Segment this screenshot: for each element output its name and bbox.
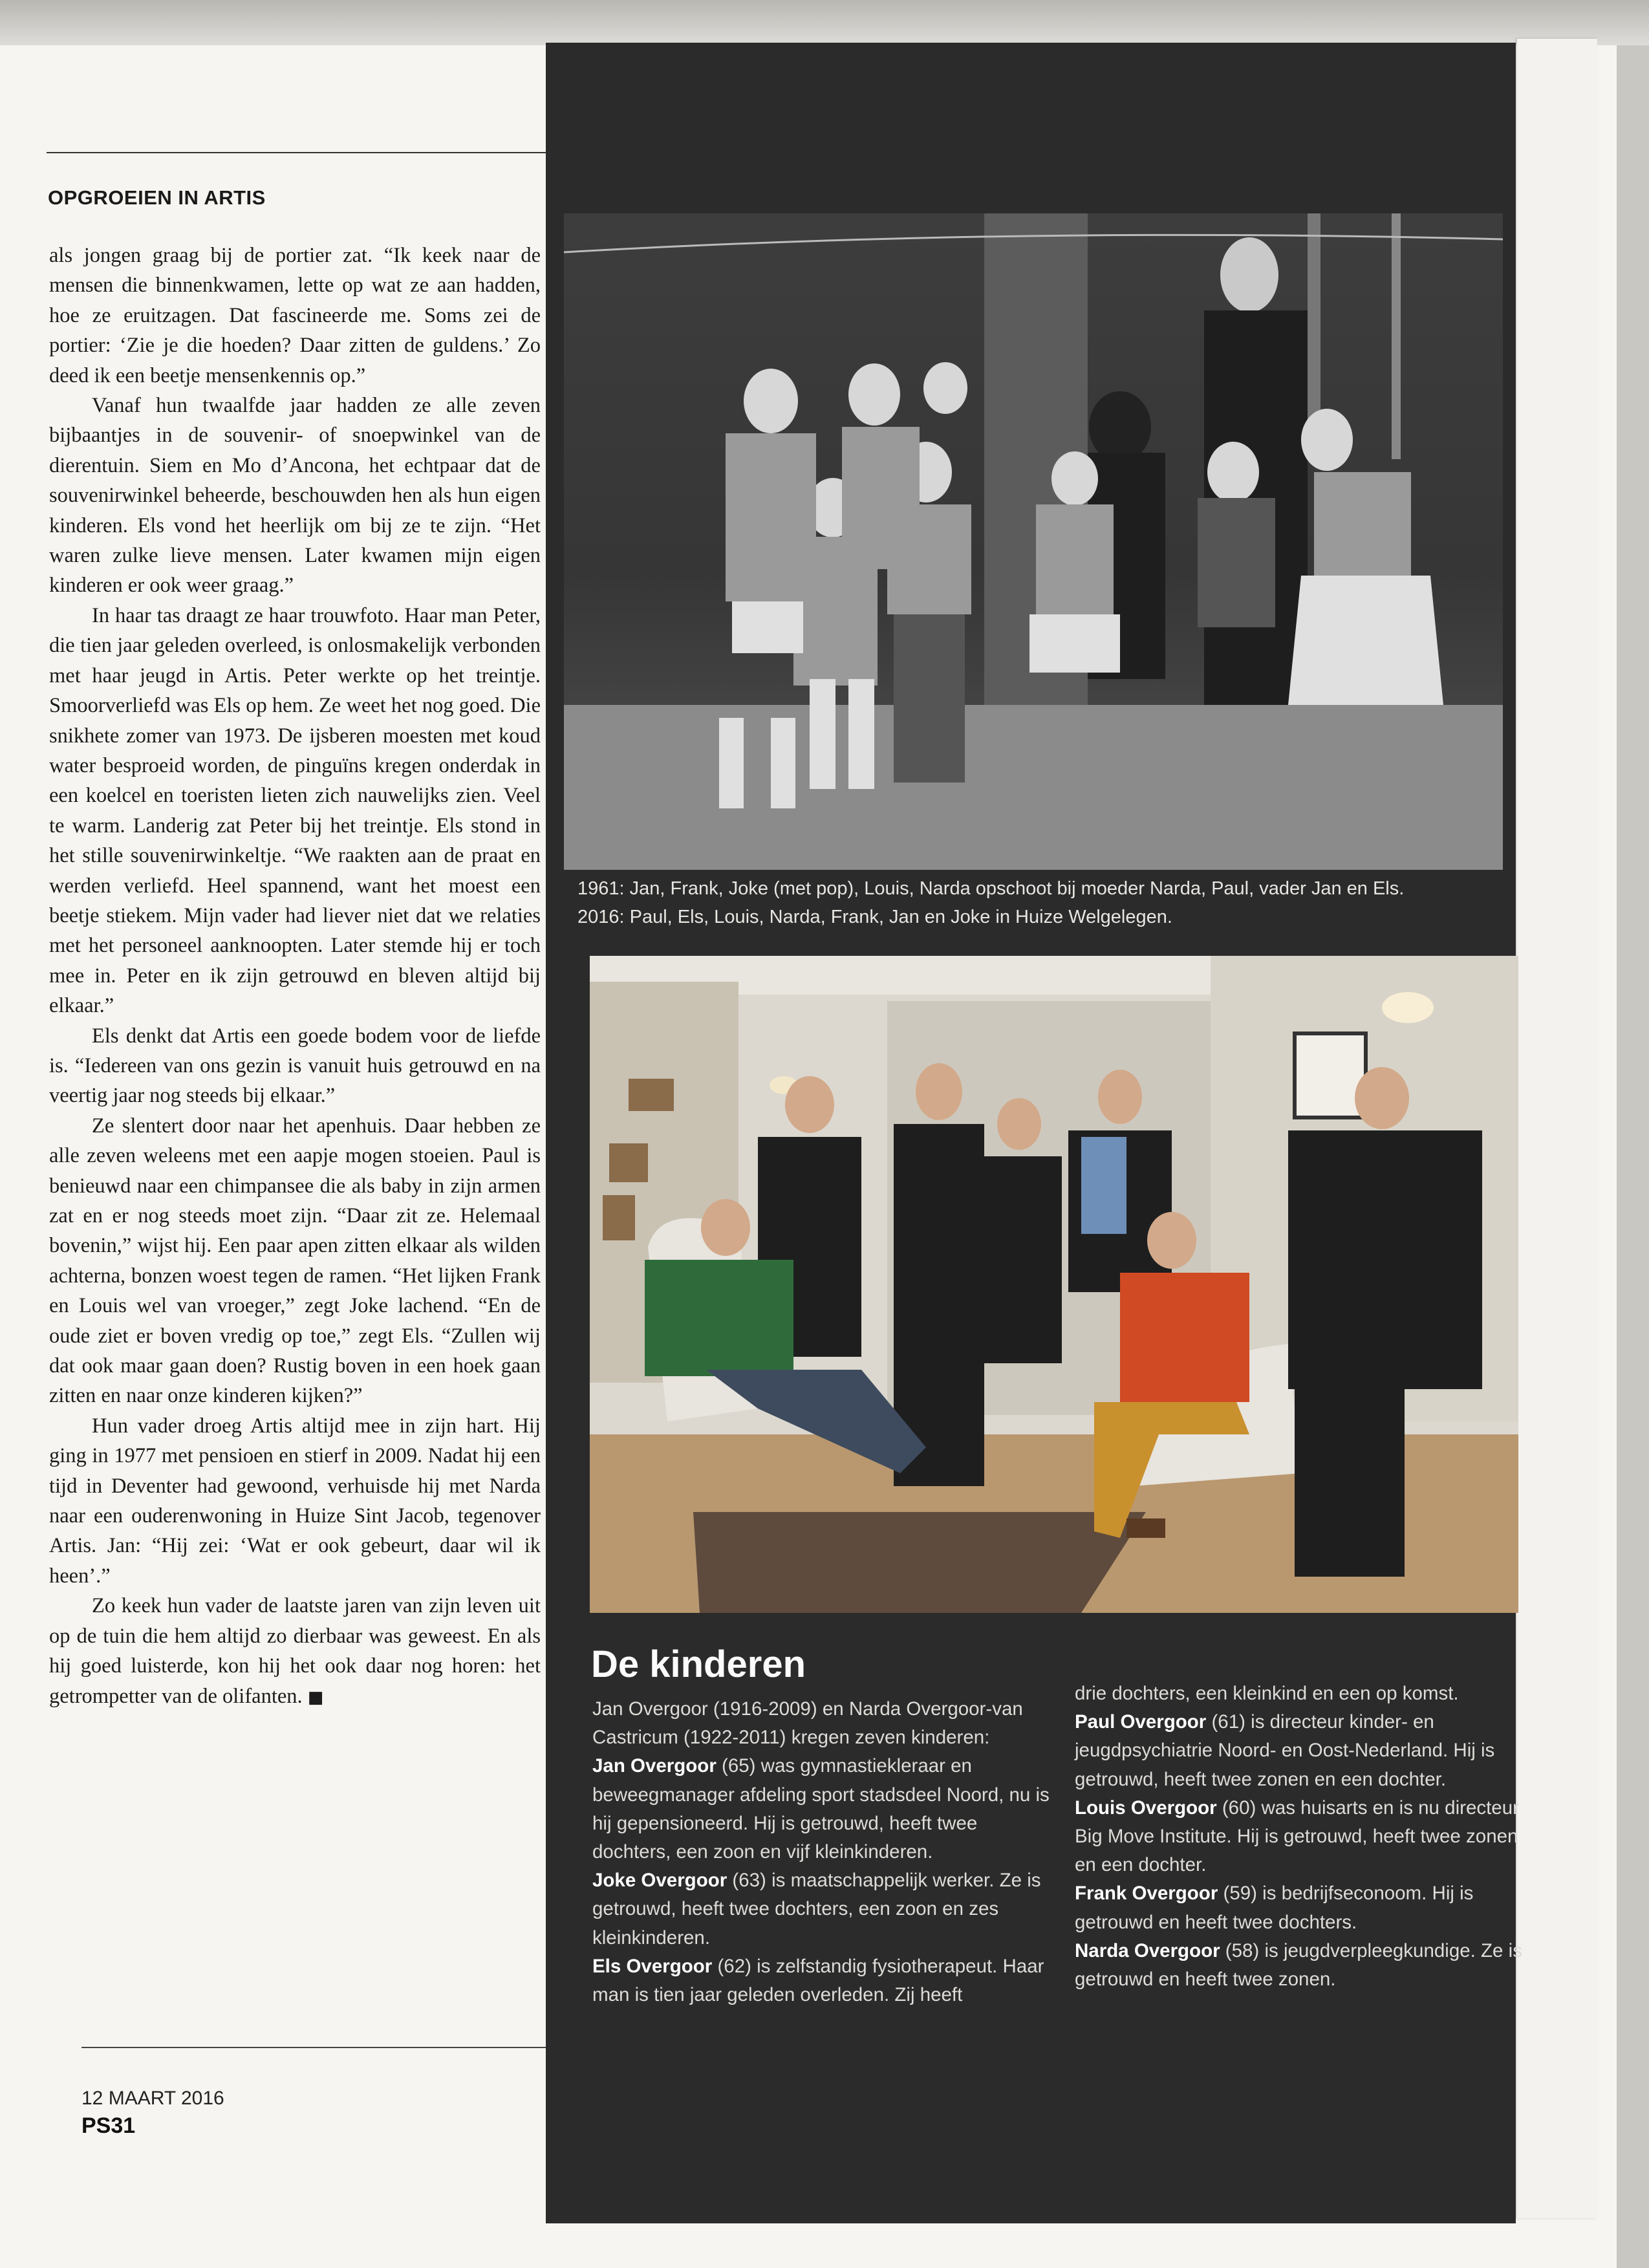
- sidebar-entry: [1075, 1708, 1529, 1794]
- sidebar-entry: [592, 1752, 1050, 1866]
- entry-text: (61) is directeur kinder- en jeugdpsychiatrie Noord- en Oost-Nederland. Hij is getrouwd, heeft twee zonen en een dochter.: [1075, 1711, 1495, 1790]
- sidebar-column-left: [592, 1695, 1050, 2009]
- article-paragraph: Ze slentert door naar het apenhuis. Daar hebben ze alle zeven weleens met een aapje mogen stoeien. Paul is benieuwd naar een chimpansee die als baby in zijn armen zat en er nog steeds moet zijn. “Daar zit ze. Helemaal bovenin,” wijst hij. Een paar apen zitten elkaar als wilden achterna, bonzen woest tegen de ramen. “Het lijken Frank en Louis wel van vroeger,” zegt Joke lachend. “En de oude ziet er boven vredig op toe,” zegt Els. “Zullen wij dat ook maar gaan doen? Rustig boven in een hoek gaan zitten en naar onze kinderen kijken?”: [49, 1114, 541, 1408]
- entry-name: Els Overgoor: [592, 1955, 713, 1977]
- entry-text: (65) was gymnastiekleraar en beweegmanager afdeling sport stadsdeel Noord, nu is hij gepensioneerd. Hij is getrouwd, heeft twee dochters, een zoon en vijf kleinkinderen.: [592, 1755, 1050, 1863]
- entry-text: (59) is bedrijfseconoom. Hij is getrouwd en heeft twee dochters.: [1075, 1883, 1474, 1933]
- entry-name: Narda Overgoor: [1075, 1939, 1220, 1961]
- entry-text: (58) is jeugdverpleegkundige. Ze is getrouwd en heeft twee zonen.: [1075, 1939, 1522, 1991]
- family-photo-1961: [564, 213, 1503, 870]
- issue-date: 12 MAART 2016: [81, 2088, 224, 2109]
- article-paragraph-text: Zo keek hun vader de laatste jaren van zijn leven uit op de tuin die hem altijd zo dierbaar was geweest. En als hij goed luisterde, kon hij het ook daar nog horen: het getrompetter van de olifanten.: [49, 1594, 541, 1708]
- entry-text: (60) was huisarts en is nu directeur Big Move Institute. Hij is getrouwd, heeft twee zonen en een dochter.: [1075, 1797, 1519, 1876]
- section-kicker: OPGROEIEN IN ARTIS: [48, 186, 266, 209]
- entry-text: (62) is zelfstandig fysiotherapeut. Haar man is tien jaar geleden overleden. Zij heeft: [592, 1955, 1044, 2006]
- header-rule: [47, 152, 547, 153]
- family-photo-2016: [590, 956, 1518, 1613]
- article-paragraph: als jongen graag bij de portier zat. “Ik keek naar de mensen die binnenkwamen, lette op wat ze aan hadden, hoe ze eruitzagen. Dat fascineerde me. Soms zei de portier: ‘Zie je die hoeden? Daar zitten de guldens.’ Zo deed ik een beetje mensenkennis op.”: [49, 244, 541, 387]
- sidebar-entry: [1075, 1794, 1529, 1880]
- sidebar-entry: [1075, 1879, 1529, 1936]
- photo-caption-1961: 1961: Jan, Frank, Joke (met pop), Louis, Narda opschoot bij moeder Narda, Paul, vader Jan en Els.: [577, 878, 1405, 899]
- article-paragraph: In haar tas draagt ze haar trouwfoto. Haar man Peter, die tien jaar geleden overleed, is onlosmakelijk verbonden met haar jeugd in Artis. Peter werkte op het treintje. Smoorverliefd was Els op hem. Ze weet het nog goed. Die snikhete zomer van 1973. De ijsberen moesten met koud water besproeid worden, de pinguïns kregen onderdak in een koelcel en toeristen lieten zich nauwelijks zien. Veel te warm. Landerig zat Peter bij het treintje. Els stond in het stille souvenirwinkeltje. “We raakten aan de praat en werden verliefd. Heel spannend, want het moest een beetje stiekem. Mijn vader had liever niet dat we relaties met het personeel aanknoopten. Later stemde hij er toch mee in. Peter en ik zijn getrouwd en bleven altijd bij elkaar.”: [49, 603, 541, 1018]
- footer-rule: [81, 2047, 579, 2048]
- entry-name: Frank Overgoor: [1075, 1883, 1218, 1905]
- end-mark: ■: [307, 1687, 324, 1707]
- sidebar-title: De kinderen: [591, 1643, 806, 1685]
- sidebar-entry: [592, 1695, 1050, 1752]
- photo-caption-2016: 2016: Paul, Els, Louis, Narda, Frank, Jan en Joke in Huize Welgelegen.: [577, 907, 1172, 927]
- sidebar-entry: [1075, 1937, 1529, 1994]
- entry-name: Louis Overgoor: [1075, 1797, 1217, 1819]
- sidebar-column-right: [1075, 1679, 1529, 1994]
- entry-text: (63) is maatschappelijk werker. Ze is getrouwd, heeft twee dochters, een zoon en zes kleinkinderen.: [592, 1870, 1041, 1949]
- article-paragraph: Vanaf hun twaalfde jaar hadden ze alle zeven bijbaantjes in de souvenir- of snoepwinkel van de dierentuin. Siem en Mo d’Ancona, het echtpaar dat de souvenirwinkel beheerde, beschouwden hen als hun eigen kinderen. Els vond het heerlijk om bij ze te zijn. “Het waren zulke lieve mensen. Later kwamen mijn eigen kinderen er ook weer graag.”: [49, 394, 541, 598]
- sidebar-entry: [1075, 1679, 1529, 1708]
- article-body: [49, 241, 541, 1712]
- magazine-name: PS31: [81, 2113, 136, 2138]
- article-paragraph-last: [49, 1591, 541, 1712]
- adjacent-page-edge: [1517, 39, 1597, 2218]
- article-paragraph: Hun vader droeg Artis altijd mee in zijn hart. Hij ging in 1977 met pensioen en stierf in 2009. Nadat hij een tijd in Deventer had gewoond, verhuisde hij met Narda naar een ouderenwoning in Huize Sint Jacob, tegenover Artis. Jan: “Hij zei: ‘Wat er ook gebeurt, daar wil ik heen’.”: [49, 1414, 541, 1588]
- entry-name: Joke Overgoor: [592, 1870, 727, 1892]
- scan-edge-top: [0, 0, 1649, 45]
- entry-text: Jan Overgoor (1916-2009) en Narda Overgoor-van Castricum (1922-2011) kregen zeven kinderen:: [592, 1698, 1023, 1749]
- entry-name: Paul Overgoor: [1075, 1711, 1207, 1733]
- sidebar-entry: [592, 1866, 1050, 1952]
- article-paragraph: Els denkt dat Artis een goede bodem voor de liefde is. “Iedereen van ons gezin is vanuit huis getrouwd en na veertig jaar nog steeds bij elkaar.”: [49, 1024, 541, 1108]
- entry-text: drie dochters, een kleinkind en een op komst.: [1075, 1683, 1459, 1704]
- entry-name: Jan Overgoor: [592, 1755, 717, 1777]
- sidebar-entry: [592, 1952, 1050, 2009]
